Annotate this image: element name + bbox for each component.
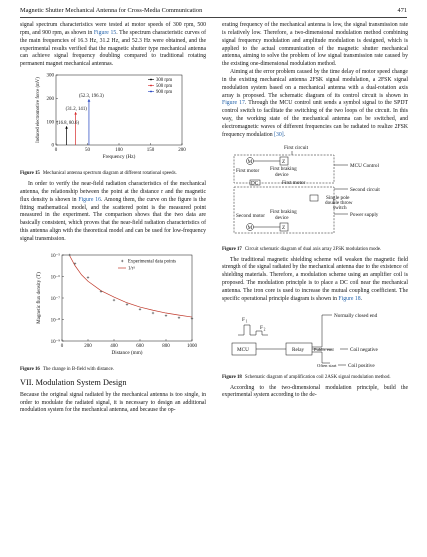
y-axis-label: Induced electromotive force (mV) [36, 77, 41, 143]
svg-text:double throw: double throw [325, 199, 353, 206]
paragraph: According to the two-dimensional modulation principle, build the experimental system according to the de- [222, 384, 408, 399]
svg-text:MCU Control: MCU Control [350, 162, 379, 169]
figure-link[interactable]: Figure 16 [78, 196, 101, 203]
y-tick-label: 200 [46, 96, 54, 102]
x-tick-label: 800 [162, 343, 170, 349]
x-tick-label: 0 [54, 148, 58, 154]
scatter-point [69, 254, 71, 256]
scatter-point [178, 316, 180, 318]
page-header [20, 5, 407, 18]
relay-diagram [222, 307, 408, 369]
right-column [222, 22, 408, 400]
paragraph: Because the original signal radiated by the mechanical antenna is too single, in order to modulate the radiated signal, it is necessary to design an additional modulation system for the mechanical antenna, and because the op- [20, 391, 206, 414]
plot-frame [62, 255, 192, 341]
svg-text:M: M [247, 224, 253, 231]
figure-15 [20, 69, 206, 169]
circuit-diagram [222, 143, 408, 241]
svg-text:Second motor: Second motor [236, 212, 265, 219]
svg-text:Power supply: Power supply [350, 211, 379, 218]
svg-text:F: F [260, 324, 263, 331]
bfield-chart [20, 249, 206, 361]
x-tick-label: 200 [84, 343, 92, 349]
running-title: Magnetic Shutter Mechanical Antenna for Cross-Media Communication [20, 7, 203, 14]
svg-text:Second circuit: Second circuit [350, 186, 380, 193]
spectrum-peak-marker [65, 126, 68, 128]
y-tick-label: 100 [46, 120, 54, 126]
x-tick-label: 50 [85, 148, 90, 154]
scatter-point [152, 312, 154, 314]
svg-text:2: 2 [263, 327, 266, 332]
y-tick-label: 10⁻⁷ [50, 296, 60, 302]
figure-18 [222, 307, 408, 373]
paragraph: Aiming at the error problem caused by the time delay of motor speed change in the existing mechanical antenna 2FSK signal modulation, a 2FSK signal modulation system based on a mechanical antenna with a dual-rotation axis array is proposed. The schematic diagram of its control circuit is shown in Figure 17. Through the MCU control unit sends a symbol signal to the SPDT control switch to facilitate the switching of the two loops of the circuit. In this way, the working state of the mechanical antenna can be switched, and electromagnetic waves of different frequencies can be radiated to realize 2FSK frequency modulation [30]. [222, 69, 408, 138]
y-tick-label: 10⁻⁸ [50, 318, 60, 324]
svg-text:Single pole: Single pole [326, 194, 350, 201]
left-column [20, 22, 206, 415]
svg-text:First motor: First motor [236, 167, 260, 174]
svg-text:Coil positive: Coil positive [348, 362, 375, 369]
spectrum-peak-marker [74, 112, 77, 114]
y-tick-label: 0 [51, 143, 54, 149]
spectrum-chart [20, 69, 206, 165]
svg-text:Public end: Public end [314, 346, 334, 352]
scatter-point [113, 299, 115, 301]
x-tick-label: 0 [60, 343, 64, 349]
legend-marker [150, 91, 152, 93]
svg-text:Normally closed end: Normally closed end [334, 312, 378, 319]
spdt-switch [310, 195, 318, 201]
svg-text:F: F [242, 316, 245, 323]
legend-marker [121, 260, 123, 262]
legend-label: 300 rpm [156, 78, 173, 84]
scatter-point [139, 308, 141, 310]
paragraph: The traditional magnetic shielding scheme will weaken the magnetic field strength of the signal radiated by the mechanical antenna due to the existence of shielding materials. Therefore, a modulation scheme using an amplifier coil is proposed. The modulation principle is to place a DC coil near the mechanical antenna. The iron core is used to increase the mutual coupling coefficient. The specific operational principle diagram is shown in Figure 18. [222, 256, 408, 302]
paragraph: erating frequency of the mechanical antenna is low, the signal transmission rate is relatively low. Therefore, a two-dimensional modulation method combining signal frequency modulation and amplitude modulation is designed, which is applied to the actual communication of the magnetic shutter mechanical antenna, aiming to solve the problem of low signal transmission rate caused by the existing one-dimensional modulation method. [222, 22, 408, 68]
svg-text:device: device [275, 214, 289, 221]
figure-link[interactable]: Figure 18 [338, 295, 361, 302]
y-tick-label: 300 [46, 73, 54, 79]
legend-marker [150, 85, 152, 87]
figure-16-caption: Figure 16 The change in B-field with distance. [20, 366, 115, 372]
figure-16 [20, 249, 206, 365]
scatter-point [165, 314, 167, 316]
legend-marker [150, 79, 152, 81]
svg-text:Z: Z [282, 224, 286, 231]
y-tick-label: 10⁻⁹ [50, 339, 60, 345]
legend-label: 1/r³ [128, 266, 135, 272]
svg-text:First braking: First braking [270, 165, 297, 172]
scatter-point [126, 303, 128, 305]
paragraph: In order to verify the near-field radiation characteristics of the mechanical antenna, the relationship between the point at the distance r and the magnetic flux density is shown in Figure 16. Among them, the curve on the figure is the fitting mathematical model, and the scattered point is the measured point measured in the experiment. The comparison shows that the two data are basically consistent, which proves that the near-field radiation characteristics of this antenna align with the theoretical model and can be used for low-frequency signal transmission. [20, 181, 206, 242]
svg-text:Coil negative: Coil negative [350, 346, 378, 353]
x-tick-label: 1000 [187, 343, 197, 349]
scatter-point [191, 317, 193, 319]
fit-curve-line [70, 256, 192, 317]
figure-17 [222, 143, 408, 245]
svg-text:1: 1 [245, 319, 248, 324]
x-tick-label: 200 [178, 148, 186, 154]
x-tick-label: 150 [146, 148, 155, 154]
x-axis-label: Frequency (Hz) [102, 154, 136, 161]
x-axis-label: Distance (mm) [111, 349, 143, 356]
legend-label: 500 rpm [156, 84, 173, 90]
data-label: (52.3, 196.3) [78, 94, 104, 100]
scatter-point [87, 276, 89, 278]
figure-18-caption: Figure 18 Schematic diagram of amplification coil 2ASK signal modulation method. [222, 374, 391, 380]
x-tick-label: 400 [110, 343, 118, 349]
y-axis-label: Magnetic flux density (T) [37, 271, 42, 324]
figure-17-caption: Figure 17 Circuit schematic diagram of dual axis array 2FSK modulation mode. [222, 246, 382, 252]
spectrum-peak-marker [88, 99, 91, 101]
svg-text:Z: Z [282, 158, 286, 165]
figure-link[interactable]: Figure 17 [222, 100, 245, 107]
y-tick-label: 10⁻⁶ [50, 275, 60, 281]
svg-text:Often start: Often start [317, 362, 337, 368]
svg-text:M: M [247, 158, 253, 165]
legend-label: Experimental data points [128, 259, 176, 265]
citation-link[interactable]: [30] [274, 131, 284, 138]
svg-text:switch: switch [333, 204, 347, 211]
x-tick-label: 100 [115, 148, 123, 154]
data-label: (16.8, 80.6) [56, 121, 79, 127]
paragraph: signal spectrum characteristics were tested at motor speeds of 300 rpm, 500 rpm, and 900 rpm, as shown in Figure 15. The spectrum characteristic curves of the main frequencies of 16.3 Hz, 31.2 Hz, and 52.3 Hz were obtained, and the experimental results verified that the magnetic shutter type mechanical antenna can achieve signal frequency doubling compared to traditional rotating permanent magnet mechanical antennas. [20, 22, 207, 68]
y-tick-label: 10⁻⁵ [50, 253, 60, 259]
svg-text:First motor: First motor [282, 179, 306, 186]
section-heading: VII. Modulation System Design [20, 377, 127, 387]
label-first-circuit: First circuit [284, 144, 309, 151]
figure-link[interactable]: Figure 15 [93, 29, 117, 36]
page-number: 471 [397, 7, 407, 14]
figure-15-caption: Figure 15 Mechanical antenna spectrum diagram at different rotational speeds. [20, 170, 177, 176]
svg-text:First braking: First braking [270, 208, 297, 215]
legend-label: 900 rpm [156, 90, 173, 96]
svg-text:Relay: Relay [292, 346, 305, 353]
svg-text:device: device [275, 171, 289, 178]
svg-text:MCU: MCU [237, 346, 249, 353]
svg-text:DC: DC [251, 180, 259, 187]
data-label: (31.2, 141) [65, 107, 87, 113]
x-tick-label: 600 [136, 343, 144, 349]
